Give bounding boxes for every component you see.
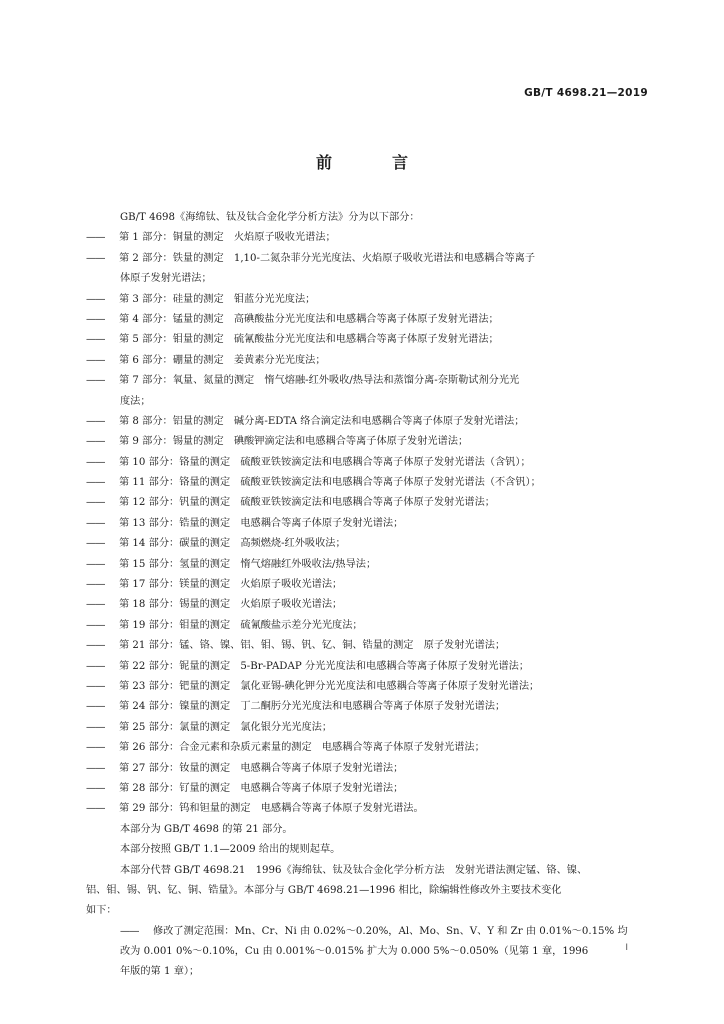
part-title: 第 24 部分：镍量的测定 丁二酮肟分光光度法和电感耦合等离子体原子发射光谱法； (119, 701, 506, 713)
document-body (86, 208, 648, 983)
part-title: 第 3 部分：硅量的测定 钼蓝分光光度法； (119, 293, 316, 305)
part-title: 第 26 部分：合金元素和杂质元素量的测定 电感耦合等离子体原子发射光谱法； (119, 742, 485, 754)
part-list-item (86, 636, 648, 656)
part-title: 第 17 部分：镁量的测定 火焰原子吸收光谱法； (119, 579, 343, 591)
part-title: 第 29 部分：钨和钽量的测定 电感耦合等离子体原子发射光谱法。 (119, 803, 424, 815)
paragraph-replaces-line3: 如下： (86, 905, 117, 917)
dash-marker: —— (86, 599, 105, 611)
part-list-item (86, 595, 648, 615)
dash-marker: —— (86, 497, 105, 509)
paragraph-replaces-line2: 铝、钼、锡、钒、钇、铜、锆量》。本部分与 GB/T 4698.21—1996 相比，除编辑性修改外主要技术变化 (86, 884, 562, 896)
dash-marker: —— (86, 721, 105, 733)
dash-marker: —— (86, 313, 105, 325)
part-list-item (86, 330, 648, 350)
part-list-item (86, 575, 648, 595)
dash-marker: —— (86, 782, 105, 794)
change-text-line3: 年版的第 1 章）； (120, 966, 200, 978)
dash-marker: —— (86, 762, 105, 774)
part-list-item (86, 290, 648, 310)
dash-marker: —— (86, 375, 105, 387)
dash-marker: —— (86, 436, 105, 448)
part-title: 第 15 部分：氢量的测定 惰气熔融红外吸收法/热导法； (119, 558, 377, 570)
part-list-item (86, 228, 648, 248)
part-title: 第 27 部分：钕量的测定 电感耦合等离子体原子发射光谱法； (119, 762, 404, 774)
change-text-line1: 修改了测定范围：Mn、Cr、Ni 由 0.02%～0.20%，Al、Mo、Sn、V、Y 和 Zr 由 0.01%～0.15% 均 (153, 925, 628, 937)
part-list-item (86, 616, 648, 636)
dash-marker: —— (86, 334, 105, 346)
part-title: 第 9 部分：锡量的测定 碘酸钾滴定法和电感耦合等离子体原子发射光谱法； (119, 436, 469, 448)
dash-marker: —— (86, 660, 105, 672)
part-title: 第 4 部分：锰量的测定 高碘酸盐分光光度法和电感耦合等离子体原子发射光谱法； (119, 313, 499, 325)
part-list-item (86, 555, 648, 575)
dash-marker: —— (86, 415, 105, 427)
part-title: 第 21 部分：锰、铬、镍、铝、钼、锡、钒、钇、铜、锆量的测定 原子发射光谱法； (119, 640, 506, 652)
dash-marker: —— (86, 293, 105, 305)
part-title: 第 6 部分：硼量的测定 姜黄素分光光度法； (119, 354, 326, 366)
parts-list (86, 228, 648, 819)
part-list-item (86, 657, 648, 677)
dash-marker: —— (86, 477, 105, 489)
part-list-item (86, 534, 648, 554)
part-list-item (86, 514, 648, 534)
part-title-continuation: 度法； (120, 395, 151, 407)
standard-number: GB/T 4698.21—2019 (524, 87, 648, 99)
part-title: 第 5 部分：钼量的测定 硫氰酸盐分光光度法和电感耦合等离子体原子发射光谱法； (119, 334, 499, 346)
dash-marker: —— (86, 252, 105, 264)
dash-marker: —— (86, 742, 105, 754)
part-title: 第 2 部分：铁量的测定 1,10-二氮杂菲分光光度法、火焰原子吸收光谱法和电感耦合等离子 (119, 252, 536, 264)
dash-marker: —— (120, 925, 139, 937)
part-title: 第 23 部分：钯量的测定 氯化亚锡-碘化钾分光光度法和电感耦合等离子体原子发射光谱法； (119, 680, 540, 692)
dash-marker: —— (86, 803, 105, 815)
part-title: 第 8 部分：铝量的测定 碱分离-EDTA 络合滴定法和电感耦合等离子体原子发射光谱法； (119, 415, 525, 427)
part-list-item (86, 351, 648, 371)
part-title: 第 22 部分：铌量的测定 5-Br-PADAP 分光光度法和电感耦合等离子体原子发射光谱法； (119, 660, 530, 672)
intro-line: GB/T 4698《海绵钛、钛及钛合金化学分析方法》分为以下部分： (120, 212, 420, 223)
part-list-item (86, 779, 648, 799)
part-list-item (86, 432, 648, 452)
part-list-item (86, 718, 648, 738)
part-list-item (86, 412, 648, 432)
part-list-item (86, 473, 648, 493)
part-title: 第 14 部分：碳量的测定 高频燃烧-红外吸收法； (119, 538, 346, 550)
dash-marker: —— (86, 538, 105, 550)
dash-marker: —— (86, 232, 105, 244)
part-title: 第 18 部分：锡量的测定 火焰原子吸收光谱法； (119, 599, 343, 611)
dash-marker: —— (86, 701, 105, 713)
part-list-item (86, 759, 648, 779)
paragraph-replaces-line1: 本部分代替 GB/T 4698.21 1996《海绵钛、钛及钛合金化学分析方法 发射光谱法测定锰、铬、镍、 (120, 864, 588, 876)
part-list-item (86, 738, 648, 758)
part-title: 第 1 部分：铜量的测定 火焰原子吸收光谱法； (119, 232, 336, 244)
page-title: 前 言 (315, 153, 430, 172)
part-title: 第 7 部分：氧量、氮量的测定 惰气熔融-红外吸收/热导法和蒸馏分离-奈斯勒试剂分光光 (119, 375, 520, 387)
paragraph-part-number: 本部分为 GB/T 4698 的第 21 部分。 (120, 823, 293, 835)
part-title: 第 28 部分：钌量的测定 电感耦合等离子体原子发射光谱法； (119, 782, 404, 794)
change-item (86, 922, 648, 942)
part-title: 第 12 部分：钒量的测定 硫酸亚铁铵滴定法和电感耦合等离子体原子发射光谱法； (119, 497, 495, 509)
change-text-line2: 改为 0.001 0%～0.10%，Cu 由 0.001%～0.015% 扩大为 0.000 5%～0.050%（见第 1 章，1996 (120, 946, 589, 958)
dash-marker: —— (86, 680, 105, 692)
part-list-item (86, 677, 648, 697)
part-title-continuation: 体原子发射光谱法； (120, 273, 212, 285)
part-title: 第 13 部分：锆量的测定 电感耦合等离子体原子发射光谱法； (119, 517, 404, 529)
part-list-item (86, 697, 648, 717)
dash-marker: —— (86, 619, 105, 631)
dash-marker: —— (86, 579, 105, 591)
dash-marker: —— (86, 558, 105, 570)
part-title: 第 19 部分：钼量的测定 硫氰酸盐示差分光光度法； (119, 619, 363, 631)
paragraph-drafting-rules: 本部分按照 GB/T 1.1—2009 给出的规则起草。 (120, 844, 341, 856)
page-number: I (625, 943, 628, 953)
part-list-item (86, 453, 648, 473)
part-list-item (86, 249, 648, 269)
dash-marker: —— (86, 354, 105, 366)
part-list-item (86, 493, 648, 513)
part-list-item (86, 371, 648, 391)
dash-marker: —— (86, 456, 105, 468)
part-list-item (86, 310, 648, 330)
part-title: 第 10 部分：铬量的测定 硫酸亚铁铵滴定法和电感耦合等离子体原子发射光谱法（含钒）； (119, 456, 531, 468)
part-title: 第 11 部分：铬量的测定 硫酸亚铁铵滴定法和电感耦合等离子体原子发射光谱法（不含钒）； (119, 477, 541, 489)
dash-marker: —— (86, 517, 105, 529)
dash-marker: —— (86, 640, 105, 652)
part-title: 第 25 部分：氯量的测定 氯化银分光光度法； (119, 721, 333, 733)
part-list-item (86, 799, 648, 819)
